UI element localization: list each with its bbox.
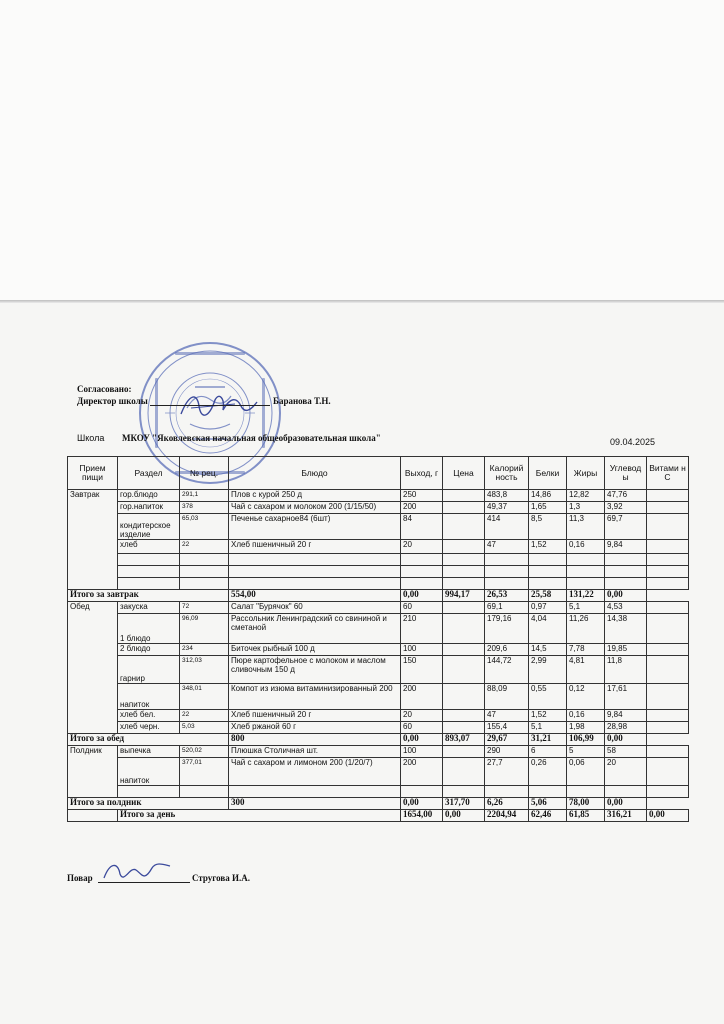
section-cell xyxy=(118,786,180,798)
upper-blank-sheet xyxy=(0,0,724,302)
calories-cell: 179,16 xyxy=(485,614,529,644)
column-header: Раздел xyxy=(118,457,180,490)
dish-cell xyxy=(229,566,401,578)
table-row xyxy=(68,644,689,656)
recipe-number-cell xyxy=(180,554,229,566)
price-cell xyxy=(443,758,485,786)
table-row xyxy=(68,722,689,734)
total-protein-cell: 6,26 xyxy=(485,798,529,810)
total-weight-cell: 300 xyxy=(229,798,401,810)
carbs-cell xyxy=(605,786,647,798)
vitamin-c-cell xyxy=(647,746,689,758)
dish-cell: Хлеб пшеничный 20 г xyxy=(229,540,401,554)
dish-cell: Хлеб пшеничный 20 г xyxy=(229,710,401,722)
recipe-number-cell: 22 xyxy=(180,540,229,554)
total-weight-cell: 1654,00 xyxy=(401,810,443,822)
vitamin-c-cell xyxy=(647,684,689,710)
table-row xyxy=(68,684,689,710)
price-cell xyxy=(443,566,485,578)
fat-cell: 12,82 xyxy=(567,490,605,502)
protein-cell: 4,04 xyxy=(529,614,567,644)
empty-table-row xyxy=(68,554,689,566)
weight-cell xyxy=(401,554,443,566)
carbs-cell: 20 xyxy=(605,758,647,786)
weight-cell: 100 xyxy=(401,746,443,758)
dish-cell: Рассольник Ленинградский со свининой и сметаной xyxy=(229,614,401,644)
calories-cell: 88,09 xyxy=(485,684,529,710)
recipe-number-cell: 22 xyxy=(180,710,229,722)
protein-cell: 14,86 xyxy=(529,490,567,502)
section-cell: выпечка xyxy=(118,746,180,758)
carbs-cell: 17,61 xyxy=(605,684,647,710)
vitamin-c-cell xyxy=(647,758,689,786)
school-name: МКОУ "Яковлевская начальная общеобразовательная школа" xyxy=(122,433,381,443)
director-signature xyxy=(175,388,260,424)
recipe-number-cell: 5,03 xyxy=(180,722,229,734)
vitamin-c-cell xyxy=(647,656,689,684)
fat-cell: 11,26 xyxy=(567,614,605,644)
vitamin-c-cell xyxy=(647,490,689,502)
total-kcal-cell: 994,17 xyxy=(443,590,485,602)
total-weight-cell: 800 xyxy=(229,734,401,746)
total-price-cell: 0,00 xyxy=(401,590,443,602)
section-cell: хлеб xyxy=(118,540,180,554)
director-name: Баранова Т.Н. xyxy=(273,396,331,406)
table-row xyxy=(68,614,689,644)
empty-table-row xyxy=(68,786,689,798)
total-label-cell: Итого за полдник xyxy=(68,798,229,810)
section-cell: закуска xyxy=(118,602,180,614)
carbs-cell: 19,85 xyxy=(605,644,647,656)
director-signature-line xyxy=(150,405,270,406)
total-vitc-cell: 0,00 xyxy=(605,590,647,602)
table-row xyxy=(68,710,689,722)
column-header: № рец. xyxy=(180,457,229,490)
weight-cell: 200 xyxy=(401,684,443,710)
protein-cell: 0,26 xyxy=(529,758,567,786)
protein-cell xyxy=(529,566,567,578)
total-kcal-cell: 893,07 xyxy=(443,734,485,746)
menu-date: 09.04.2025 xyxy=(610,437,656,447)
vitamin-c-cell xyxy=(647,554,689,566)
weight-cell: 200 xyxy=(401,502,443,514)
weight-cell xyxy=(401,578,443,590)
total-price-cell: 0,00 xyxy=(401,798,443,810)
total-label-cell: Итого за день xyxy=(118,810,401,822)
weight-cell: 60 xyxy=(401,602,443,614)
cook-label: Повар xyxy=(67,873,93,883)
director-label: Директор школы xyxy=(77,396,148,406)
protein-cell: 2,99 xyxy=(529,656,567,684)
recipe-number-cell xyxy=(180,566,229,578)
calories-cell: 69,1 xyxy=(485,602,529,614)
weight-cell: 250 xyxy=(401,490,443,502)
total-row xyxy=(68,798,689,810)
vitamin-c-cell xyxy=(647,578,689,590)
dish-cell: Хлеб ржаной 60 г xyxy=(229,722,401,734)
price-cell xyxy=(443,722,485,734)
dish-cell xyxy=(229,786,401,798)
dish-cell: Компот из изюма витаминизированный 200 xyxy=(229,684,401,710)
calories-cell: 47 xyxy=(485,710,529,722)
carbs-cell: 47,76 xyxy=(605,490,647,502)
recipe-number-cell xyxy=(180,578,229,590)
total-price-cell: 0,00 xyxy=(401,734,443,746)
section-cell: хлеб черн. xyxy=(118,722,180,734)
fat-cell: 1,98 xyxy=(567,722,605,734)
fat-cell: 0,12 xyxy=(567,684,605,710)
total-vitc-cell: 0,00 xyxy=(605,798,647,810)
price-cell xyxy=(443,746,485,758)
calories-cell xyxy=(485,578,529,590)
weight-cell: 60 xyxy=(401,722,443,734)
empty-table-row xyxy=(68,578,689,590)
protein-cell: 14,5 xyxy=(529,644,567,656)
section-cell: гор.блюдо xyxy=(118,490,180,502)
fat-cell: 0,06 xyxy=(567,758,605,786)
price-cell xyxy=(443,578,485,590)
total-fat-cell: 31,21 xyxy=(529,734,567,746)
carbs-cell: 9,84 xyxy=(605,540,647,554)
table-row xyxy=(68,758,689,786)
protein-cell: 5,1 xyxy=(529,722,567,734)
total-row xyxy=(68,810,689,822)
column-header: Витами н С xyxy=(647,457,689,490)
total-fat-cell: 61,85 xyxy=(567,810,605,822)
section-cell xyxy=(118,578,180,590)
carbs-cell xyxy=(605,554,647,566)
column-header: Цена xyxy=(443,457,485,490)
total-vitc-cell: 0,00 xyxy=(605,734,647,746)
vitamin-c-cell xyxy=(647,502,689,514)
column-header: Жиры xyxy=(567,457,605,490)
total-label-cell: Итого за обед xyxy=(68,734,229,746)
calories-cell xyxy=(485,554,529,566)
fat-cell: 0,16 xyxy=(567,540,605,554)
carbs-cell xyxy=(605,566,647,578)
price-cell xyxy=(443,710,485,722)
fat-cell: 5 xyxy=(567,746,605,758)
total-protein-cell: 29,67 xyxy=(485,734,529,746)
weight-cell: 200 xyxy=(401,758,443,786)
dish-cell: Биточек рыбный 100 д xyxy=(229,644,401,656)
table-header-row xyxy=(68,457,689,490)
empty-table-row xyxy=(68,566,689,578)
total-kcal-cell: 317,70 xyxy=(443,798,485,810)
weight-cell: 84 xyxy=(401,514,443,540)
calories-cell: 290 xyxy=(485,746,529,758)
protein-cell: 1,52 xyxy=(529,540,567,554)
section-cell: хлеб бел. xyxy=(118,710,180,722)
vitamin-c-cell xyxy=(647,614,689,644)
price-cell xyxy=(443,786,485,798)
fat-cell: 11,3 xyxy=(567,514,605,540)
dish-cell xyxy=(229,554,401,566)
cook-signature xyxy=(100,858,175,888)
section-cell: напиток xyxy=(118,758,180,786)
column-header: Прием пищи xyxy=(68,457,118,490)
carbs-cell: 14,38 xyxy=(605,614,647,644)
weight-cell: 210 xyxy=(401,614,443,644)
column-header: Блюдо xyxy=(229,457,401,490)
table-row xyxy=(68,602,689,614)
total-carbs-cell: 78,00 xyxy=(567,798,605,810)
menu-table xyxy=(67,456,689,822)
table-row xyxy=(68,514,689,540)
protein-cell xyxy=(529,554,567,566)
total-weight-cell: 554,00 xyxy=(229,590,401,602)
dish-cell: Печенье сахарное84 (6шт) xyxy=(229,514,401,540)
total-price-cell: 0,00 xyxy=(443,810,485,822)
total-protein-cell: 26,53 xyxy=(485,590,529,602)
calories-cell: 209,6 xyxy=(485,644,529,656)
table-row xyxy=(68,656,689,684)
weight-cell: 100 xyxy=(401,644,443,656)
protein-cell: 0,97 xyxy=(529,602,567,614)
vitamin-c-cell xyxy=(647,566,689,578)
column-header: Калорий ность xyxy=(485,457,529,490)
cook-signature-line xyxy=(98,882,190,883)
section-cell: гарнир xyxy=(118,656,180,684)
calories-cell: 47 xyxy=(485,540,529,554)
meal-name-cell: Полдник xyxy=(68,746,118,798)
price-cell xyxy=(443,614,485,644)
total-fat-cell: 25,58 xyxy=(529,590,567,602)
carbs-cell: 9,84 xyxy=(605,710,647,722)
price-cell xyxy=(443,490,485,502)
fat-cell xyxy=(567,554,605,566)
total-protein-cell: 62,46 xyxy=(529,810,567,822)
dish-cell: Плов с курой 250 д xyxy=(229,490,401,502)
column-header: Выход, г xyxy=(401,457,443,490)
fat-cell xyxy=(567,578,605,590)
column-header: Углевод ы xyxy=(605,457,647,490)
recipe-number-cell: 72 xyxy=(180,602,229,614)
price-cell xyxy=(443,502,485,514)
calories-cell xyxy=(485,566,529,578)
section-cell: 2 блюдо xyxy=(118,644,180,656)
total-carbs-cell: 131,22 xyxy=(567,590,605,602)
meal-name-cell: Обед xyxy=(68,602,118,734)
vitamin-c-cell xyxy=(647,722,689,734)
recipe-number-cell: 312,03 xyxy=(180,656,229,684)
total-label-cell: Итого за завтрак xyxy=(68,590,229,602)
fat-cell xyxy=(567,786,605,798)
calories-cell: 49,37 xyxy=(485,502,529,514)
total-carbs-cell: 106,99 xyxy=(567,734,605,746)
section-cell: кондитерское изделие xyxy=(118,514,180,540)
fat-cell: 0,16 xyxy=(567,710,605,722)
vitamin-c-cell xyxy=(647,710,689,722)
carbs-cell: 11,8 xyxy=(605,656,647,684)
recipe-number-cell: 96,09 xyxy=(180,614,229,644)
carbs-cell xyxy=(605,578,647,590)
fat-cell: 7,78 xyxy=(567,644,605,656)
dish-cell: Салат "Бурячок" 60 xyxy=(229,602,401,614)
vitamin-c-cell xyxy=(647,540,689,554)
price-cell xyxy=(443,644,485,656)
calories-cell: 414 xyxy=(485,514,529,540)
recipe-number-cell: 520,02 xyxy=(180,746,229,758)
recipe-number-cell: 378 xyxy=(180,502,229,514)
vitamin-c-cell xyxy=(647,514,689,540)
recipe-number-cell: 377,01 xyxy=(180,758,229,786)
vitamin-c-cell xyxy=(647,602,689,614)
fat-cell: 5,1 xyxy=(567,602,605,614)
fat-cell: 4,81 xyxy=(567,656,605,684)
total-fat-cell: 5,06 xyxy=(529,798,567,810)
price-cell xyxy=(443,602,485,614)
total-kcal-cell: 2204,94 xyxy=(485,810,529,822)
protein-cell xyxy=(529,578,567,590)
recipe-number-cell: 348,01 xyxy=(180,684,229,710)
total-row xyxy=(68,590,689,602)
total-carbs-cell: 316,21 xyxy=(605,810,647,822)
weight-cell: 20 xyxy=(401,710,443,722)
recipe-number-cell xyxy=(180,786,229,798)
recipe-number-cell: 65,03 xyxy=(180,514,229,540)
vitamin-c-cell xyxy=(647,644,689,656)
calories-cell: 27,7 xyxy=(485,758,529,786)
column-header: Белки xyxy=(529,457,567,490)
table-row xyxy=(68,502,689,514)
section-cell: напиток xyxy=(118,684,180,710)
protein-cell: 1,65 xyxy=(529,502,567,514)
price-cell xyxy=(443,514,485,540)
section-cell xyxy=(118,566,180,578)
meal-name-cell: Завтрак xyxy=(68,490,118,590)
cook-name: Стругова И.А. xyxy=(192,873,251,883)
carbs-cell: 58 xyxy=(605,746,647,758)
table-row xyxy=(68,746,689,758)
recipe-number-cell: 234 xyxy=(180,644,229,656)
weight-cell xyxy=(401,566,443,578)
fat-cell: 1,3 xyxy=(567,502,605,514)
vitamin-c-cell xyxy=(647,786,689,798)
carbs-cell: 4,53 xyxy=(605,602,647,614)
section-cell: гор.напиток xyxy=(118,502,180,514)
total-row xyxy=(68,734,689,746)
section-cell: 1 блюдо xyxy=(118,614,180,644)
carbs-cell: 69,7 xyxy=(605,514,647,540)
weight-cell: 20 xyxy=(401,540,443,554)
weight-cell xyxy=(401,786,443,798)
section-cell xyxy=(118,554,180,566)
calories-cell: 483,8 xyxy=(485,490,529,502)
price-cell xyxy=(443,540,485,554)
price-cell xyxy=(443,684,485,710)
calories-cell: 144,72 xyxy=(485,656,529,684)
carbs-cell: 28,98 xyxy=(605,722,647,734)
protein-cell: 1,52 xyxy=(529,710,567,722)
recipe-number-cell: 291,1 xyxy=(180,490,229,502)
school-label: Школа xyxy=(77,433,105,443)
table-row xyxy=(68,540,689,554)
dish-cell: Чай с сахаром и молоком 200 (1/15/50) xyxy=(229,502,401,514)
meal-name-cell xyxy=(68,810,118,822)
carbs-cell: 3,92 xyxy=(605,502,647,514)
calories-cell xyxy=(485,786,529,798)
protein-cell: 8,5 xyxy=(529,514,567,540)
dish-cell: Чай с сахаром и лимоном 200 (1/20/7) xyxy=(229,758,401,786)
total-vitc-cell: 0,00 xyxy=(647,810,689,822)
table-row xyxy=(68,490,689,502)
calories-cell: 155,4 xyxy=(485,722,529,734)
dish-cell: Плюшка Столичная шт. xyxy=(229,746,401,758)
dish-cell xyxy=(229,578,401,590)
price-cell xyxy=(443,554,485,566)
weight-cell: 150 xyxy=(401,656,443,684)
protein-cell xyxy=(529,786,567,798)
dish-cell: Пюре картофельное с молоком и маслом сливочным 150 д xyxy=(229,656,401,684)
protein-cell: 0,55 xyxy=(529,684,567,710)
fat-cell xyxy=(567,566,605,578)
protein-cell: 6 xyxy=(529,746,567,758)
price-cell xyxy=(443,656,485,684)
approval-title: Согласовано: xyxy=(77,384,132,394)
